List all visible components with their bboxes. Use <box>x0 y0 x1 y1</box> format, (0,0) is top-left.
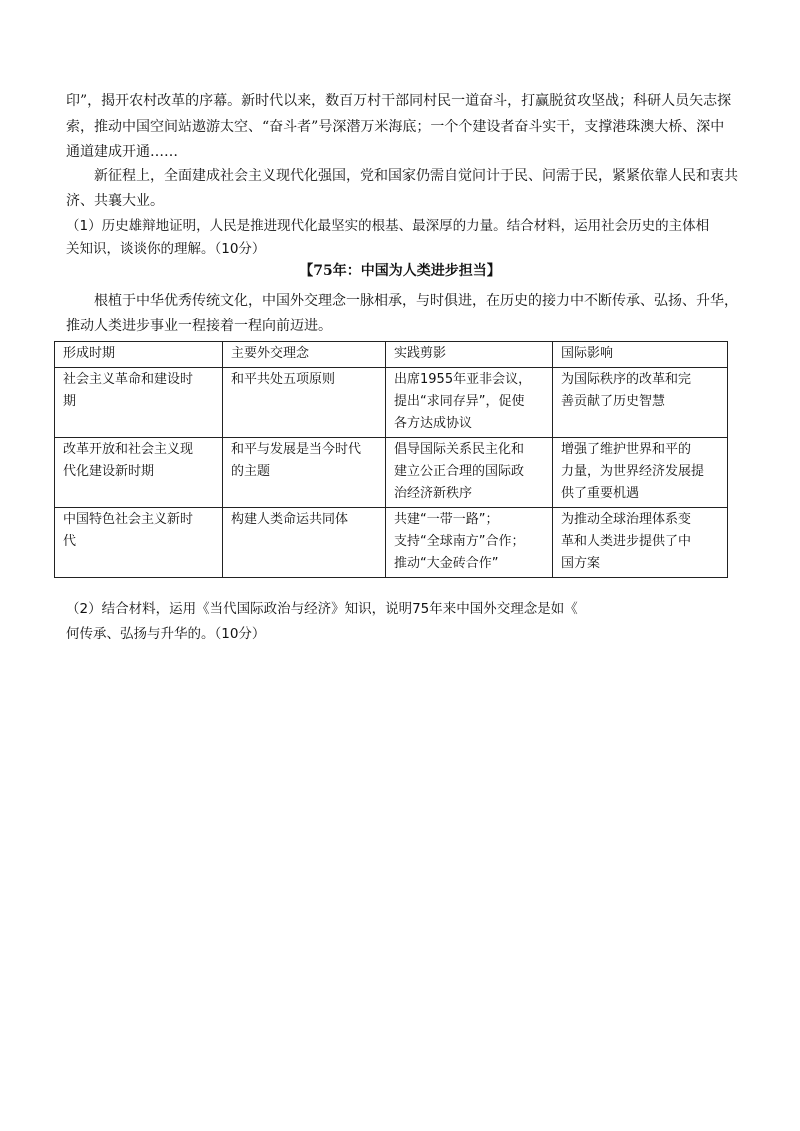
cell-text: 支持“全球南方”合作； <box>394 534 525 549</box>
row2-practice <box>386 438 553 508</box>
row2-concept <box>223 438 386 508</box>
row1-period <box>55 368 223 438</box>
row2-impact <box>553 438 728 508</box>
row3-period <box>55 508 223 578</box>
row3-concept <box>223 508 386 578</box>
cell-text: 共建“一带一路”； <box>394 512 499 527</box>
cell-text: 中国特色社会主义新时 <box>63 512 194 527</box>
cell-text: 增强了维护世界和平的 <box>561 442 692 457</box>
cell-text: 国方案 <box>561 556 601 571</box>
cell-text: 建立公正合理的国际政 <box>394 464 525 479</box>
cell-text: 善贡献了历史智慧 <box>561 394 666 409</box>
row2-period <box>55 438 223 508</box>
diplomacy-table <box>54 341 728 578</box>
cell-text: 为国际秩序的改革和完 <box>561 372 692 387</box>
table-row <box>55 508 728 578</box>
cell-text: 代化建设新时期 <box>63 464 155 479</box>
cell-text: 出席1955年亚非会议， <box>394 372 532 387</box>
cell-text: 为推动全球治理体系变 <box>561 512 692 527</box>
new-journey-line-2: 济、共襄大业。 <box>66 193 164 209</box>
cell-text: 代 <box>63 534 77 549</box>
cell-text: 治经济新秩序 <box>394 486 473 501</box>
cell-text: 社会主义革命和建设时 <box>63 372 194 387</box>
intro-line-3: 通道建成开通…… <box>66 144 178 160</box>
cell-text: 推动“大金砖合作” <box>394 556 499 571</box>
cell-text: 倡导国际关系民主化和 <box>394 442 525 457</box>
question2-line-1: （2）结合材料，运用《当代国际政治与经济》知识，说明75年来中国外交理念是如《 <box>66 601 578 617</box>
table-header-row <box>55 342 728 368</box>
cell-text: 期 <box>63 394 77 409</box>
cell-text: 和平与发展是当今时代 <box>231 442 362 457</box>
section2-intro-line-2: 推动人类进步事业一程接着一程向前迈进。 <box>66 318 332 334</box>
row3-practice <box>386 508 553 578</box>
header-concept: 主要外交理念 <box>223 342 386 368</box>
table-row <box>55 438 728 508</box>
row1-concept <box>223 368 386 438</box>
cell-text: 的主题 <box>231 464 271 479</box>
cell-text: 提出“求同存异”，促使 <box>394 394 525 409</box>
header-impact: 国际影响 <box>553 342 728 368</box>
question1-line-2: 关知识，谈谈你的理解。（10分） <box>66 241 266 257</box>
cell-text: 各方达成协议 <box>394 416 473 431</box>
question1-line-1: （1）历史雄辩地证明，人民是推进现代化最坚实的根基、最深厚的力量。结合材料，运用社会历史的主体相 <box>66 218 710 234</box>
table-row <box>55 368 728 438</box>
row1-impact <box>553 368 728 438</box>
intro-line-1: 印”，揭开农村改革的序幕。新时代以来，数百万村干部同村民一道奋斗，打赢脱贫攻坚战；科研人员矢志探 <box>66 93 732 109</box>
row3-impact <box>553 508 728 578</box>
cell-text: 力量，为世界经济发展提 <box>561 464 705 479</box>
cell-text: 革和人类进步提供了中 <box>561 534 692 549</box>
new-journey-line-1: 新征程上，全面建成社会主义现代化强国，党和国家仍需自觉问计于民、问需于民，紧紧依靠人民和衷共 <box>94 168 738 184</box>
cell-text: 改革开放和社会主义现 <box>63 442 194 457</box>
header-practice: 实践剪影 <box>386 342 553 368</box>
section2-heading: 【75年：中国为人类进步担当】 <box>299 263 501 279</box>
header-period: 形成时期 <box>55 342 223 368</box>
cell-text: 和平共处五项原则 <box>231 372 336 387</box>
intro-line-2: 索，推动中国空间站遨游太空、“奋斗者”号深潜万米海底；一个个建设者奋斗实干，支撑港珠澳大桥、深中 <box>66 119 725 135</box>
section2-intro-line-1: 根植于中华优秀传统文化，中国外交理念一脉相承，与时俱进，在历史的接力中不断传承、弘扬、升华， <box>94 293 738 309</box>
cell-text: 供了重要机遇 <box>561 486 640 501</box>
cell-text: 构建人类命运共同体 <box>231 512 349 527</box>
row1-practice <box>386 368 553 438</box>
question2-line-2: 何传承、弘扬与升华的。（10分） <box>66 626 266 642</box>
